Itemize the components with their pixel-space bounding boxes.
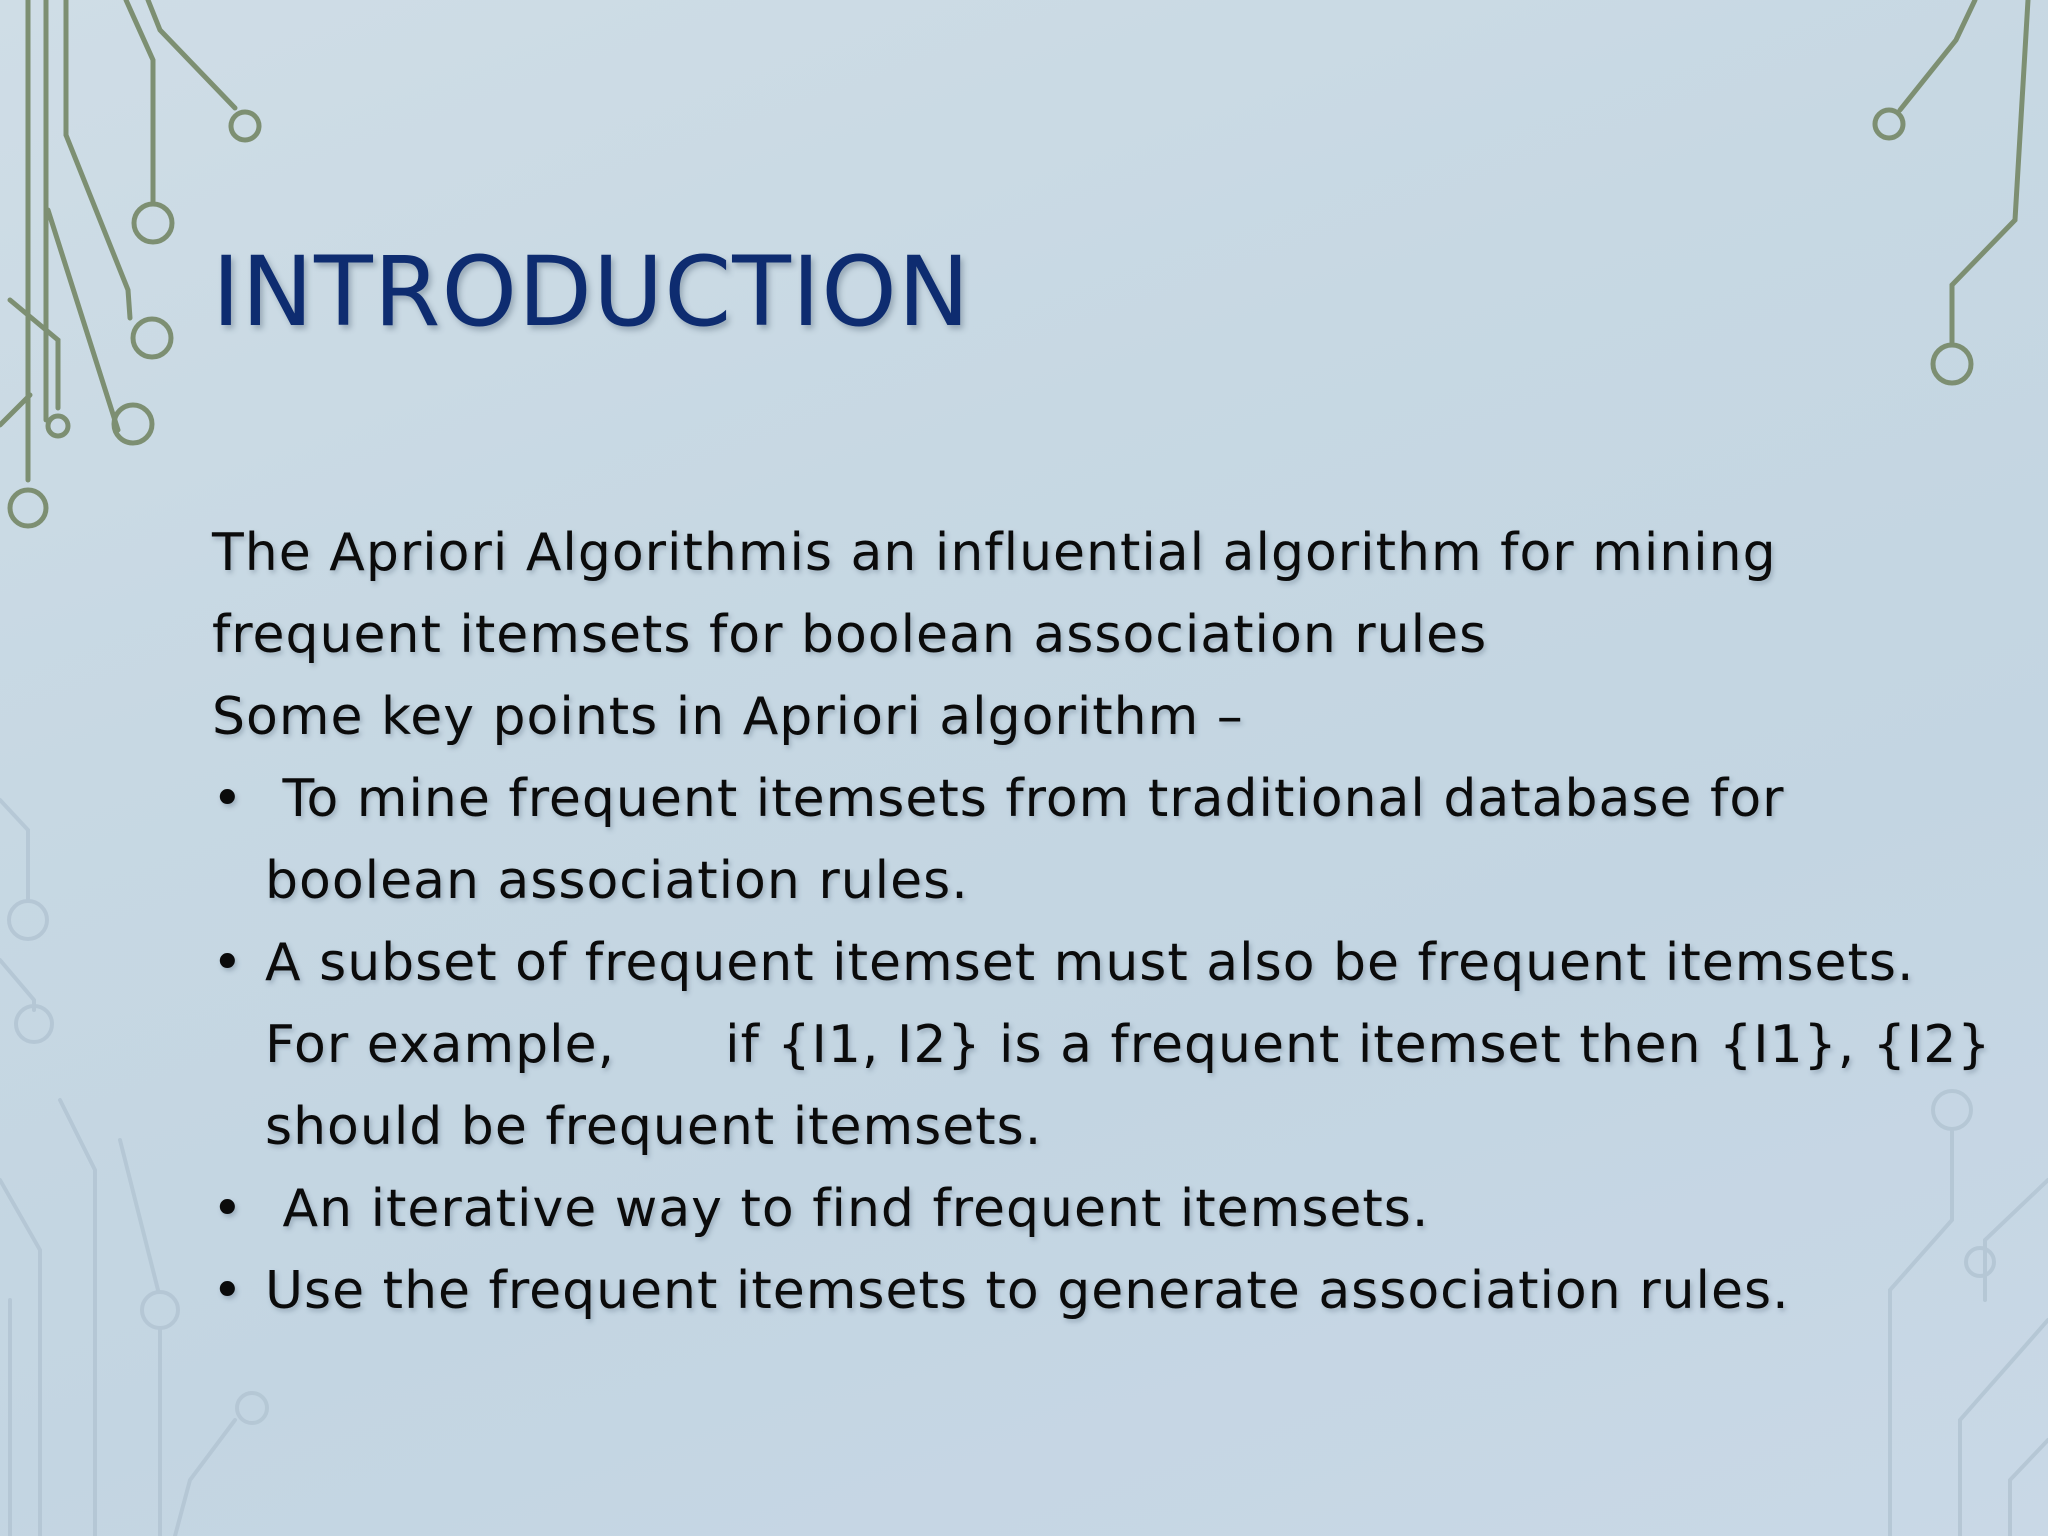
bullet-2-line-1: A subset of frequent itemset must also be frequent itemsets. (265, 933, 1915, 993)
intro-line-2: frequent itemsets for boolean association rules (212, 605, 1488, 665)
bullet-2-line-3: should be frequent itemsets. (265, 1097, 1043, 1157)
bullet-icon: • (212, 769, 244, 829)
slide-title: INTRODUCTION (212, 236, 971, 348)
bullet-icon: • (212, 1179, 244, 1239)
bullet-1-line-2: boolean association rules. (265, 851, 969, 911)
slide-body (212, 512, 2012, 1332)
bullet-2-line-2 (265, 1004, 2012, 1086)
bullet-4-line-1: Use the frequent itemsets to generate association rules. (265, 1261, 1790, 1321)
bullet-2-example-label: For example, (265, 1015, 616, 1075)
list-item (212, 1168, 2012, 1250)
list-item (212, 922, 2012, 1168)
bullet-1-line-1: To mine frequent itemsets from traditional database for (265, 769, 1785, 829)
list-item (212, 758, 2012, 922)
intro-line-3: Some key points in Apriori algorithm – (212, 687, 1244, 747)
intro-line-1: The Apriori Algorithmis an influential algorithm for mining (212, 523, 1777, 583)
bullet-3-line-1: An iterative way to find frequent itemsets. (265, 1179, 1430, 1239)
key-points-list (212, 758, 2012, 1332)
bullet-2-example-text: if {I1, I2} is a frequent itemset then {I1}, {I2} (725, 1015, 1992, 1075)
bullet-icon: • (212, 933, 244, 993)
list-item (212, 1250, 2012, 1332)
bullet-icon: • (212, 1261, 244, 1321)
